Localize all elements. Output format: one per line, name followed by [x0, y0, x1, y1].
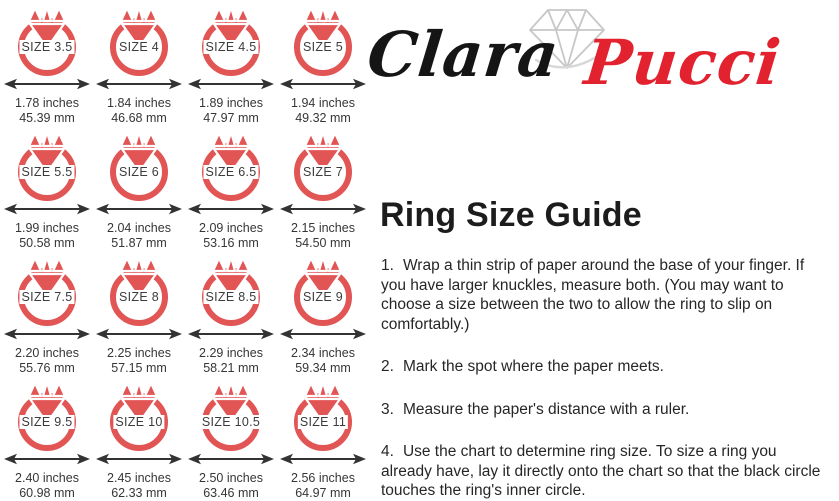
ring-diameter-mm: 63.46 mm — [203, 485, 259, 500]
ring-size-cell — [277, 6, 369, 131]
ring-size-cell — [185, 381, 277, 501]
diameter-arrow-icon — [96, 453, 182, 465]
diameter-arrow-icon — [188, 78, 274, 90]
ring-icon — [2, 381, 92, 451]
ring-size-cell — [277, 381, 369, 501]
ring-icon — [278, 381, 368, 451]
ring-diameter-mm: 49.32 mm — [295, 110, 351, 125]
ring-diameter-mm: 58.21 mm — [203, 360, 259, 375]
ring-diameter-inches: 1.94 inches — [291, 96, 355, 110]
ring-size-label: SIZE 10.5 — [201, 415, 261, 429]
ring-measurements — [15, 471, 79, 500]
ring-size-cell — [185, 6, 277, 131]
ring-diameter-mm: 54.50 mm — [295, 235, 351, 250]
diameter-arrow-icon — [280, 453, 366, 465]
ring-diameter-inches: 1.78 inches — [15, 96, 79, 110]
ring-measurements — [15, 96, 79, 125]
ring-icon — [2, 256, 92, 326]
step-text: Mark the spot where the paper meets. — [402, 358, 664, 375]
ring-icon — [94, 381, 184, 451]
ring-measurements — [107, 346, 171, 375]
diameter-arrow-icon — [96, 78, 182, 90]
diameter-arrow-icon — [4, 328, 90, 340]
ring-diameter-inches: 2.04 inches — [107, 221, 171, 235]
ring-diameter-inches: 2.29 inches — [199, 346, 263, 360]
ring-icon — [94, 256, 184, 326]
ring-size-cell — [185, 131, 277, 256]
ring-size-cell — [1, 6, 93, 131]
ring-icon — [186, 256, 276, 326]
instructions-list — [381, 256, 821, 501]
ring-measurements — [199, 346, 263, 375]
ring-icon — [278, 256, 368, 326]
diameter-arrow-icon — [4, 78, 90, 90]
ring-size-label: SIZE 7 — [302, 165, 344, 179]
page-title: Ring Size Guide — [380, 196, 642, 234]
ring-icon — [278, 6, 368, 76]
ring-size-label: SIZE 4 — [118, 40, 160, 54]
ring-diameter-mm: 57.15 mm — [111, 360, 167, 375]
ring-diameter-mm: 55.76 mm — [19, 360, 75, 375]
ring-diameter-mm: 45.39 mm — [19, 110, 75, 125]
ring-measurements — [199, 96, 263, 125]
instruction-step-2 — [381, 357, 821, 377]
ring-measurements — [15, 346, 79, 375]
ring-icon — [2, 6, 92, 76]
ring-size-label: SIZE 6.5 — [205, 165, 257, 179]
ring-diameter-inches: 1.84 inches — [107, 96, 171, 110]
ring-size-label: SIZE 9.5 — [21, 415, 73, 429]
ring-diameter-mm: 50.58 mm — [19, 235, 75, 250]
ring-diameter-mm: 62.33 mm — [111, 485, 167, 500]
diameter-arrow-icon — [280, 203, 366, 215]
ring-diameter-inches: 2.09 inches — [199, 221, 263, 235]
ring-diameter-mm: 60.98 mm — [19, 485, 75, 500]
diameter-arrow-icon — [188, 203, 274, 215]
ring-diameter-mm: 59.34 mm — [295, 360, 351, 375]
diameter-arrow-icon — [280, 328, 366, 340]
ring-icon — [278, 131, 368, 201]
ring-diameter-inches: 2.34 inches — [291, 346, 355, 360]
ring-size-cell — [277, 256, 369, 381]
ring-grid — [1, 6, 369, 501]
ring-diameter-inches: 2.20 inches — [15, 346, 79, 360]
brand-logo — [366, 2, 826, 117]
ring-size-cell — [1, 381, 93, 501]
ring-size-cell — [1, 131, 93, 256]
ring-size-label: SIZE 11 — [299, 415, 347, 429]
ring-size-cell — [185, 256, 277, 381]
diameter-arrow-icon — [188, 453, 274, 465]
ring-measurements — [291, 471, 355, 500]
instruction-step-3 — [381, 400, 821, 420]
ring-measurements — [15, 221, 79, 250]
ring-size-label: SIZE 8.5 — [205, 290, 257, 304]
ring-size-cell — [1, 256, 93, 381]
step-number: 3. — [381, 400, 394, 418]
ring-icon — [94, 6, 184, 76]
ring-icon — [186, 6, 276, 76]
ring-size-cell — [93, 256, 185, 381]
ring-diameter-mm: 46.68 mm — [111, 110, 167, 125]
step-number: 2. — [381, 358, 394, 375]
ring-diameter-mm: 64.97 mm — [295, 485, 351, 500]
ring-measurements — [107, 221, 171, 250]
ring-diameter-inches: 2.50 inches — [199, 471, 263, 485]
brand-name-pucci: Pucci — [581, 26, 785, 99]
ring-diameter-inches: 2.56 inches — [291, 471, 355, 485]
ring-icon — [2, 131, 92, 201]
ring-size-cell — [93, 381, 185, 501]
ring-icon — [94, 131, 184, 201]
ring-measurements — [107, 96, 171, 125]
diameter-arrow-icon — [96, 328, 182, 340]
step-text: Wrap a thin strip of paper around the base of your finger. If you have larger knuckles, measure both. (You may want to choose a size between the two to allow the ring to slip on comfortably.) — [381, 257, 805, 333]
ring-icon — [186, 131, 276, 201]
diameter-arrow-icon — [4, 453, 90, 465]
ring-size-label: SIZE 7.5 — [21, 290, 73, 304]
ring-measurements — [291, 346, 355, 375]
ring-diameter-inches: 1.99 inches — [15, 221, 79, 235]
ring-diameter-mm: 47.97 mm — [203, 110, 259, 125]
brand-name-clara: Clara — [364, 18, 563, 91]
ring-size-cell — [93, 6, 185, 131]
ring-measurements — [199, 221, 263, 250]
diameter-arrow-icon — [4, 203, 90, 215]
ring-size-cell — [93, 131, 185, 256]
ring-diameter-mm: 51.87 mm — [111, 235, 167, 250]
ring-size-label: SIZE 3.5 — [21, 40, 73, 54]
ring-diameter-inches: 2.15 inches — [291, 221, 355, 235]
ring-measurements — [291, 221, 355, 250]
step-text: Use the chart to determine ring size. To size a ring you already have, lay it directly onto the chart so that the black circle touches the ring's inner circle. — [381, 443, 821, 499]
ring-measurements — [199, 471, 263, 500]
step-text: Measure the paper's distance with a ruler. — [402, 400, 690, 418]
ring-size-label: SIZE 5 — [302, 40, 344, 54]
ring-size-label: SIZE 9 — [302, 290, 344, 304]
ring-size-label: SIZE 10 — [115, 415, 163, 429]
diameter-arrow-icon — [188, 328, 274, 340]
diameter-arrow-icon — [96, 203, 182, 215]
ring-size-label: SIZE 6 — [118, 165, 160, 179]
step-number: 4. — [381, 443, 394, 460]
instruction-step-4 — [381, 442, 821, 501]
ring-measurements — [107, 471, 171, 500]
ring-measurements — [291, 96, 355, 125]
ring-size-label: SIZE 8 — [118, 290, 160, 304]
ring-diameter-inches: 2.45 inches — [107, 471, 171, 485]
ring-size-label: SIZE 4.5 — [205, 40, 257, 54]
ring-diameter-inches: 2.40 inches — [15, 471, 79, 485]
ring-size-cell — [277, 131, 369, 256]
step-number: 1. — [381, 257, 394, 274]
ring-diameter-mm: 53.16 mm — [203, 235, 259, 250]
diameter-arrow-icon — [280, 78, 366, 90]
ring-diameter-inches: 1.89 inches — [199, 96, 263, 110]
ring-icon — [186, 381, 276, 451]
ring-diameter-inches: 2.25 inches — [107, 346, 171, 360]
ring-size-label: SIZE 5.5 — [21, 165, 73, 179]
instruction-step-1 — [381, 256, 821, 334]
